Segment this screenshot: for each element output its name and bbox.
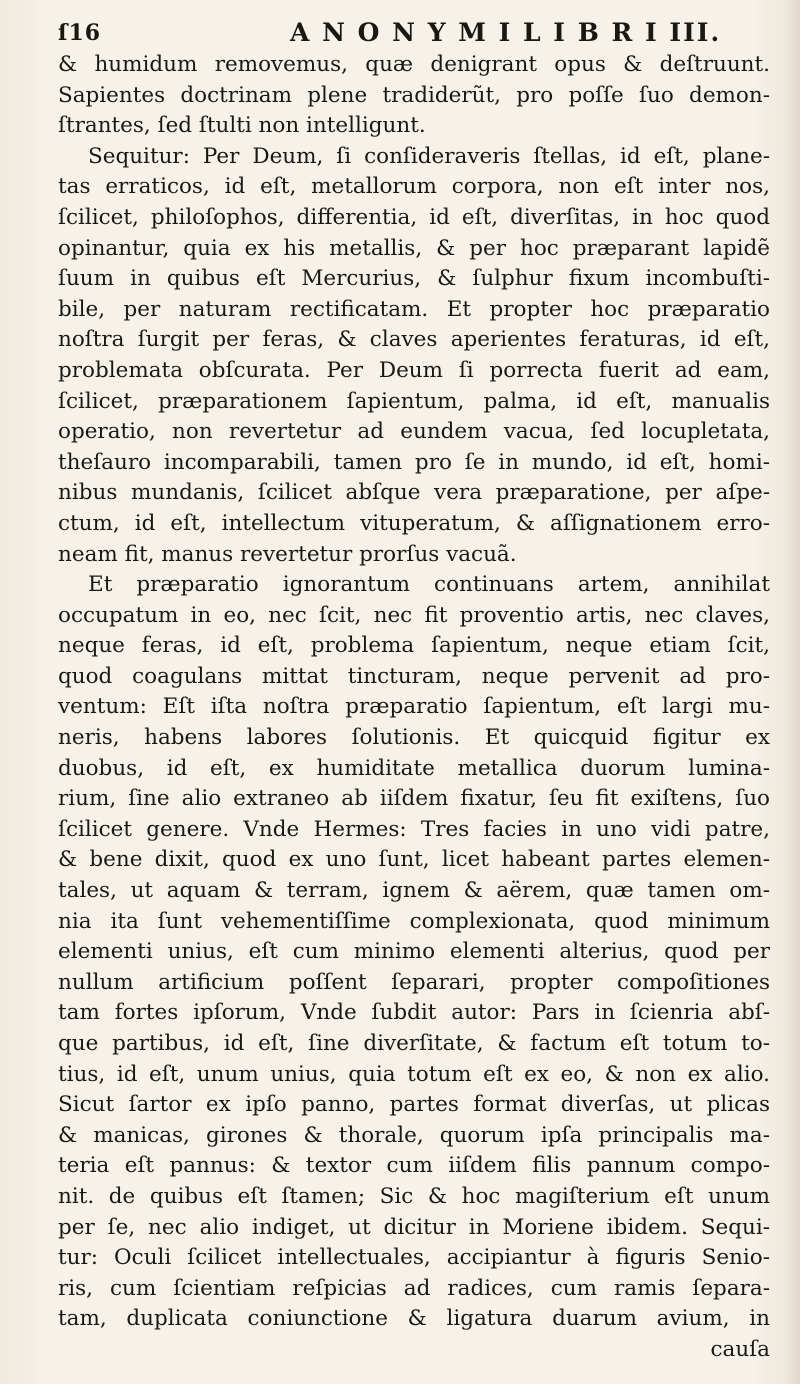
text-line: duobus, id eſt, ex humiditate metallica duorum lumina- [58, 755, 770, 781]
text-line: Sequitur: Per Deum, ſi conſideraveris ſtellas, id eſt, plane- [88, 143, 770, 169]
text-line: tales, ut aquam & terram, ignem & aërem, quæ tamen om- [58, 878, 770, 904]
text-line: opinantur, quia ex his metallis, & per hoc præparant lapidẽ [58, 235, 770, 261]
text-line: teria eſt pannus: & textor cum iiſdem filis pannum compo- [58, 1153, 770, 1179]
text-line: quod coagulans mittat tincturam, neque pervenit ad pro- [58, 663, 770, 689]
text-line: tius, id eſt, unum unius, quia totum eſt ex eo, & non ex alio. [58, 1061, 770, 1087]
text-line: ſcilicet, philoſophos, differentia, id eſt, diverſitas, in hoc quod [58, 204, 770, 230]
text-line: ctum, id eſt, intellectum vituperatum, & aſſignationem erro- [58, 510, 770, 536]
text-line: nullum artificium poſſent ſeparari, propter compoſitiones [58, 969, 770, 995]
text-line: ris, cum ſcientiam reſpicias ad radices, cum ramis ſepara- [58, 1275, 770, 1301]
text-line: & bene dixit, quod ex uno ſunt, licet habeant partes elemen- [58, 847, 770, 873]
text-line: tam fortes ipſorum, Vnde ſubdit autor: Pars in ſcienria abſ- [58, 1000, 770, 1026]
text-line: ſtrantes, ſed ſtulti non intelligunt. [58, 113, 426, 139]
text-line: Sapientes doctrinam plene tradiderũt, pro poſſe ſuo demon- [58, 82, 770, 108]
text-line: tas erraticos, id eſt, metallorum corpora, non eſt inter nos, [58, 174, 770, 200]
running-title: A N O N Y M I L I B R I III. [290, 18, 722, 47]
page-edge-shadow [786, 0, 800, 1384]
page-number: ſ16 [58, 20, 102, 46]
text-line: Sicut ſartor ex ipſo panno, partes format diverſas, ut plicas [58, 1092, 770, 1118]
text-line: neris, habens labores ſolutionis. Et quicquid figitur ex [58, 725, 770, 751]
text-line: ventum: Eſt iſta noſtra præparatio ſapientum, eſt largi mu- [58, 694, 770, 720]
text-line: neam fit, manus revertetur prorſus vacuã. [58, 541, 517, 567]
text-line: elementi unius, eſt cum minimo elementi alterius, quod per [58, 939, 770, 965]
text-line: ſcilicet, præparationem ſapientum, palma, id eſt, manualis [58, 388, 770, 414]
text-line: operatio, non revertetur ad eundem vacua, ſed locupletata, [58, 419, 770, 445]
text-line: per ſe, nec alio indiget, ut dicitur in Moriene ibidem. Sequi- [58, 1214, 770, 1240]
text-line: nit. de quibus eſt ſtamen; Sic & hoc magiſterium eſt unum [58, 1183, 770, 1209]
text-line: nia ita ſunt vehementiſſime complexionata, quod minimum [58, 908, 770, 934]
text-line: problemata obſcurata. Per Deum ſi porrecta fuerit ad eam, [58, 357, 770, 383]
text-line: Et præparatio ignorantum continuans artem, annihilat [88, 572, 770, 598]
text-line: rium, ſine alio extraneo ab iiſdem fixatur, ſeu fit exiſtens, ſuo [58, 786, 770, 812]
running-head [58, 14, 758, 54]
catchword: cauſa [710, 1336, 770, 1362]
text-line: tur: Oculi ſcilicet intellectuales, accipiantur à figuris Senio- [58, 1245, 770, 1271]
text-line: tam, duplicata coniunctione & ligatura duarum avium, in [58, 1306, 770, 1332]
text-line: neque feras, id eſt, problema ſapientum, neque etiam ſcit, [58, 633, 770, 659]
text-line: theſauro incomparabili, tamen pro ſe in mundo, id eſt, homi- [58, 449, 770, 475]
text-line: nibus mundanis, ſcilicet abſque vera præparatione, per aſpe- [58, 480, 770, 506]
text-line: noſtra ſurgit per feras, & claves aperientes feraturas, id eſt, [58, 327, 770, 353]
text-line: & humidum removemus, quæ denigrant opus & deſtruunt. [58, 52, 770, 77]
body-text [58, 50, 770, 1366]
text-line: ſcilicet genere. Vnde Hermes: Tres facies in uno vidi patre, [58, 816, 770, 842]
text-line: bile, per naturam rectificatam. Et propter hoc præparatio [58, 296, 770, 322]
text-line: & manicas, girones & thorale, quorum ipſa principalis ma- [58, 1122, 770, 1148]
text-line: occupatum in eo, nec ſcit, nec fit proventio artis, nec claves, [58, 602, 770, 628]
text-line: ſuum in quibus eſt Mercurius, & ſulphur fixum incombuſti- [58, 266, 770, 292]
text-line: que partibus, id eſt, ſine diverſitate, & factum eſt totum to- [58, 1031, 770, 1056]
